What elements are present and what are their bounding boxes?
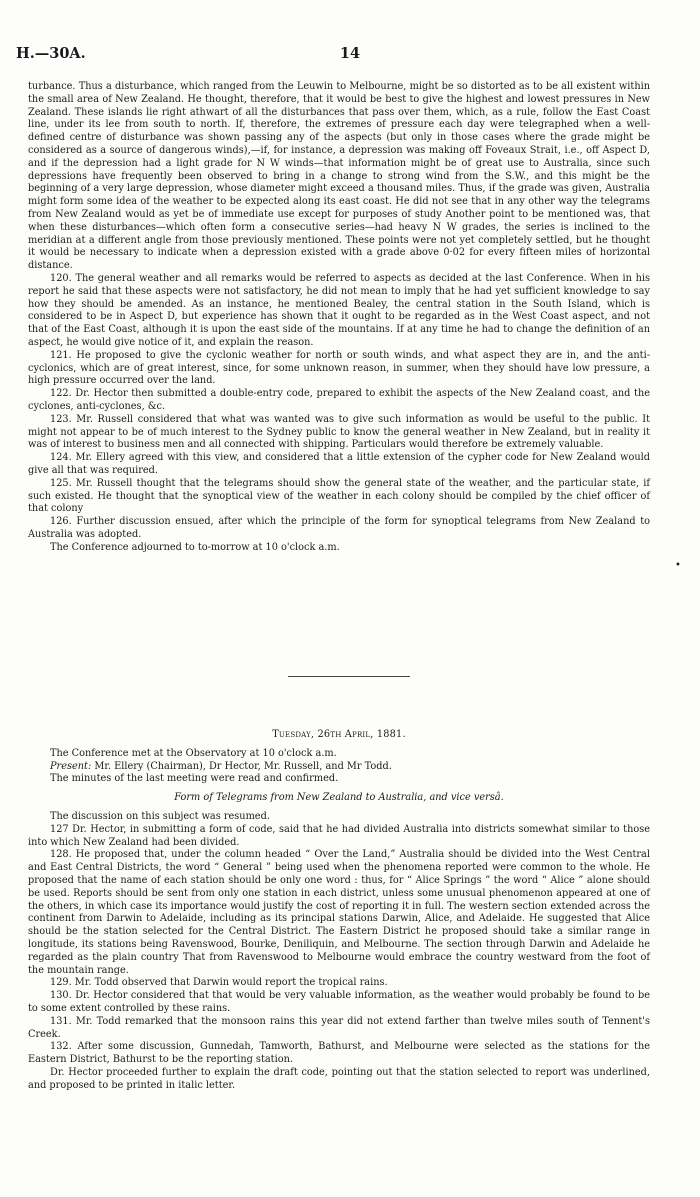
paragraph-122: 122. Dr. Hector then submitted a double-entry code, prepared to exhibit the aspects of the New Zealand coast, and the cyclones, anti-cyclones, &c. bbox=[28, 388, 650, 412]
paragraph-123: 123. Mr. Russell considered that what was wanted was to give such information as would be useful to the public. It might not appear to be of much interest to the Sydney public to know the general weather in New Zealand, but in reality it was of interest to business men and all connected with shipping. Particulars would therefore be extremely valuable. bbox=[28, 413, 650, 451]
adjournment-line: The Conference adjourned to to-morrow at 10 o'clock a.m. bbox=[50, 541, 340, 553]
paragraph-final: Dr. Hector proceeded further to explain the draft code, pointing out that the station selected to report was underlined, and proposed to be printed in italic letter. bbox=[28, 1066, 650, 1091]
paragraph-120: 120. The general weather and all remarks would be referred to aspects as decided at the last Conference. When in his report he said that these aspects were not satisfactory, he did not mean to imply that he had yet sufficient knowledge to say how they should be amended. As an instance, he mentioned Bealey, the central station in the South Island, which is considered to be in Aspect D, but experience has shown that it ought to be regarded as in the West Coast aspect, and not that of the East Coast, although it is upon the east side of the mountains. If at any time he had to change the definition of an aspect, he would give notice of it, and explain the reason. bbox=[28, 272, 650, 348]
paragraph: The discussion on this subject was resumed. bbox=[50, 810, 270, 822]
paragraph-130: 130. Dr. Hector considered that that would be very valuable information, as the weather would probably be found to be to some extent controlled by these rains. bbox=[28, 990, 650, 1014]
paragraph-126: 126. Further discussion ensued, after which the principle of the form for synoptical telegrams from New Zealand to Australia was adopted. bbox=[28, 516, 650, 540]
day-heading: Tuesday, 26th April, 1881. bbox=[272, 729, 406, 740]
page-number: 14 bbox=[339, 45, 361, 62]
paragraph-124: 124. Mr. Ellery agreed with this view, and considered that a little extension of the cypher code for New Zealand would give all that was required. bbox=[28, 452, 650, 476]
minutes-line: The minutes of the last meeting were read and confirmed. bbox=[50, 773, 339, 785]
meeting-line: The Conference met at the Observatory at 10 o'clock a.m. bbox=[50, 747, 337, 759]
paragraph: turbance. Thus a disturbance, which ranged from the Leuwin to Melbourne, might be so distorted as to be all existent within the small area of New Zealand. He thought, therefore, that it would be best to give the highest and lowest pressures in New Zealand. These islands lie right athwart of all the disturbances that pass over them, which, as a rule, follow the East Coast line, under its lee from south to north. If, therefore, the extremes of pressure each day were telegraphed when a well-defined centre of disturbance was shown passing any of the aspects (but only in those cases where the grade might be considered as a source of dangerous winds),—if, for instance, a depression was making off Foveaux Strait, i.e., off Aspect D, and if the depression had a light grade for N W winds—that information might be of great use to Australia, since such depressions have frequently been observed to bring in a change to strong wind from the S.W., and this might be the beginning of a very large depression, whose diameter might exceed a thousand miles. Thus, if the grade was given, Australia might form some idea of the weather to be expected along its east coast. He did not see that in any other way the telegrams from New Zealand would as yet be of immediate use except for purposes of study Another point to be mentioned was, that when these disturbances—which often form a consecutive series—had heavy N W grades, the series is inclined to the meridian at a different angle from those previously mentioned. These points were not yet completely settled, but he thought it would be necessary to indicate when a depression existed with a grade above 0·02 for every fifteen miles of horizontal distance. bbox=[28, 81, 650, 272]
present-label: Present: bbox=[50, 760, 92, 772]
paragraph-128: 128. He proposed that, under the column headed “ Over the Land,” Australia should be divided into the West Central and East Central Districts, the word “ General ” being used when the phenomena reported were common to the whole. He proposed that the name of each station should be only one word : thus, for “ Alice Springs ” the word “ Alice ” alone should be used. Reports should be sent from only one station in each district, unless some unusual phenomenon appeared at one of the others, in which case its importance would justify the cost of reporting it in full. The western section extended across the continent from Darwin to Adelaide, including as its principal stations Darwin, Alice, and Adelaide. He suggested that Alice should be the station selected for the Central District. The Eastern District he proposed should take a similar range in longitude, its stations being Ravenswood, Bourke, Deniliquin, and Melbourne. The section through Darwin and Adelaide he regarded as the plain country That from Ravenswood to Melbourne would embrace the country westward from the foot of the mountain range. bbox=[28, 849, 650, 976]
margin-dot: • bbox=[675, 560, 681, 571]
paragraph-125: 125. Mr. Russell thought that the telegrams should show the general state of the weather, and the particular state, if such existed. He thought that the synoptical view of the weather in each colony should be compiled by the chief officer of that colony bbox=[28, 477, 650, 515]
section-divider bbox=[288, 676, 410, 677]
paragraph-132: 132. After some discussion, Gunnedah, Tamworth, Bathurst, and Melbourne were selected as the stations for the Eastern District, Bathurst to be the reporting station. bbox=[28, 1041, 650, 1066]
document-code: H.—30A. bbox=[16, 45, 86, 62]
present-names: Mr. Ellery (Chairman), Dr Hector, Mr. Russell, and Mr Todd. bbox=[91, 760, 392, 772]
paragraph-121: 121. He proposed to give the cyclonic weather for north or south winds, and what aspect they are in, and the anti-cyclonics, which are of great interest, since, for some unknown reason, in summer, when they should have low pressure, a high pressure occurred over the land. bbox=[28, 349, 650, 387]
page-header bbox=[16, 45, 684, 65]
paragraph-129: 129. Mr. Todd observed that Darwin would report the tropical rains. bbox=[50, 977, 388, 989]
proceedings-section-1 bbox=[28, 81, 650, 554]
paragraph-131: 131. Mr. Todd remarked that the monsoon rains this year did not extend farther than twelve miles south of Tennent's Creek. bbox=[28, 1015, 650, 1040]
present-line bbox=[28, 761, 650, 774]
paragraph-127: 127 Dr. Hector, in submitting a form of code, said that he had divided Australia into districts somewhat similar to those into which New Zealand had been divided. bbox=[28, 823, 650, 848]
form-heading: Form of Telegrams from New Zealand to Australia, and vice versâ. bbox=[174, 792, 504, 804]
proceedings-section-2 bbox=[28, 729, 650, 1093]
